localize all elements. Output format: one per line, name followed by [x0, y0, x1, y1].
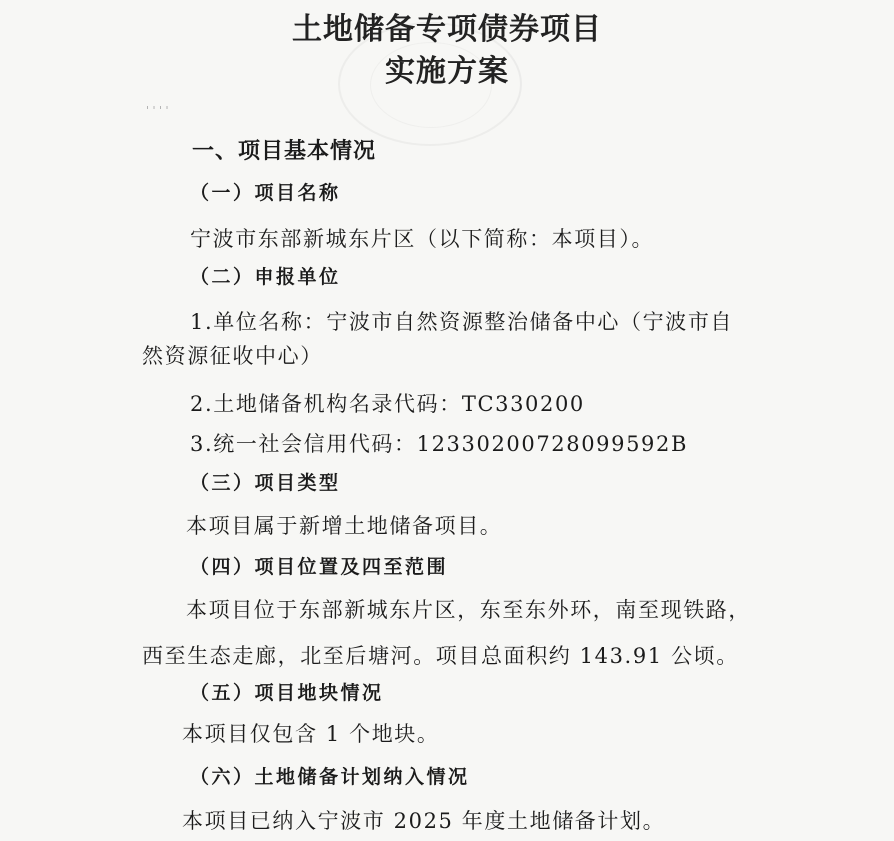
paragraph-land-parcels: 本项目仅包含 1 个地块。	[182, 722, 440, 746]
subheading-applicant: （二）申报单位	[190, 266, 341, 288]
paragraph-unit-name-line1: 1.单位名称：宁波市自然资源整治储备中心（宁波市自	[190, 310, 734, 334]
subheading-project-name: （一）项目名称	[190, 182, 341, 204]
paragraph-project-type: 本项目属于新增土地储备项目。	[186, 514, 503, 538]
paragraph-reserve-plan: 本项目已纳入宁波市 2025 年度土地储备计划。	[182, 809, 666, 833]
document-title-line1: 土地储备专项债券项目	[292, 12, 602, 47]
paragraph-project-name: 宁波市东部新城东片区（以下简称：本项目）。	[190, 227, 655, 251]
subheading-reserve-plan: （六）土地储备计划纳入情况	[190, 766, 470, 788]
paragraph-location-line2: 西至生态走廊，北至后塘河。项目总面积约 143.91 公顷。	[142, 644, 739, 668]
subheading-location: （四）项目位置及四至范围	[190, 556, 449, 578]
paragraph-location-line1: 本项目位于东部新城东片区，东至东外环，南至现铁路，	[186, 598, 751, 622]
paragraph-registry-code: 2.土地储备机构名录代码：TC330200	[190, 392, 585, 416]
subheading-project-type: （三）项目类型	[190, 472, 341, 494]
subheading-land-parcels: （五）项目地块情况	[190, 682, 384, 704]
section-heading-basic-info: 一、项目基本情况	[192, 139, 377, 164]
document-title-line2: 实施方案	[385, 54, 509, 89]
paragraph-credit-code: 3.统一社会信用代码：12330200728099592B	[190, 432, 689, 456]
paragraph-unit-name-line2: 然资源征收中心）	[142, 344, 323, 368]
scan-speck: ' ' ' '	[146, 104, 169, 117]
